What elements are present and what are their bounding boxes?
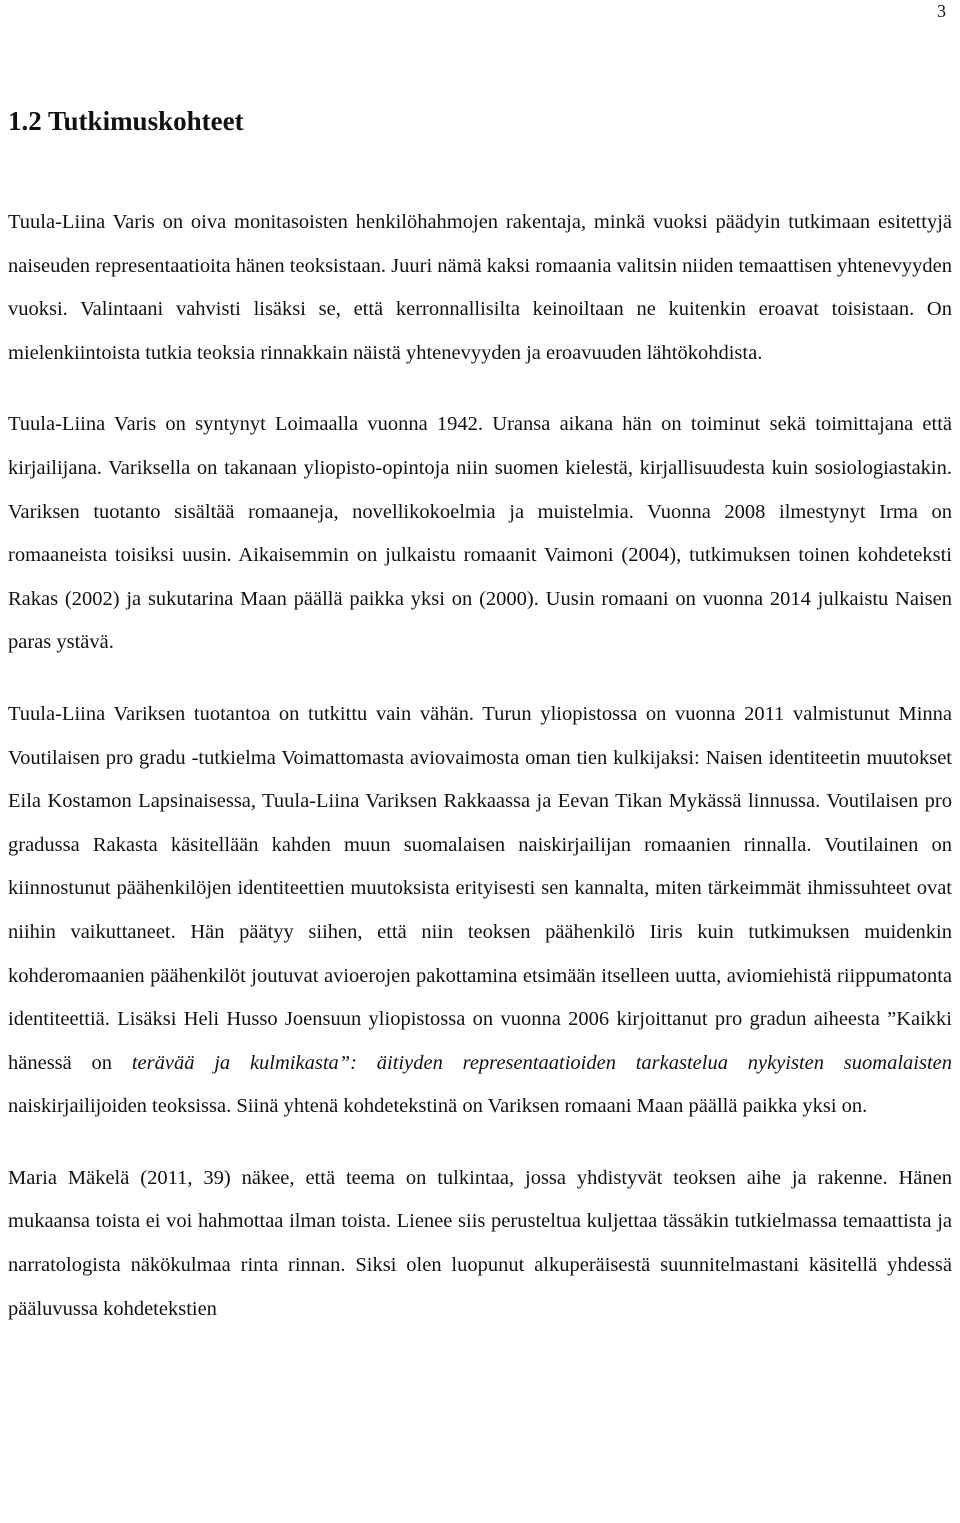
- previous-research-text-2: naiskirjailijoiden teoksissa. Siinä yhtenä kohdetekstinä on Variksen romaani Maan päällä paikka yksi on.: [8, 1095, 868, 1118]
- page-number: 3: [937, 1, 946, 21]
- paragraph-previous-research: [8, 693, 952, 1129]
- previous-research-text-1: Tuula-Liina Variksen tuotantoa on tutkittu vain vähän. Turun yliopistossa on vuonna 2011 valmistunut Minna Voutilaisen pro gradu -tutkielma Voimattomasta aviovaimosta oman tien kulkijaksi: Naisen identiteetin muutokset Eila Kostamon Lapsinaisessa, Tuula-Liina Variksen Rakkaassa ja Eevan Tikan Mykässä linnussa. Voutilaisen pro gradussa Rakasta käsitellään kahden muun suomalaisen naiskirjailijan romaanien rinnalla. Voutilainen on kiinnostunut päähenkilöjen identiteettien muutoksista erityisesti sen kannalta, miten tärkeimmät ihmissuhteet ovat niihin vaikuttaneet. Hän päätyy siihen, että niin teoksen päähenkilö Iiris kuin tutkimuksen muidenkin kohderomaanien päähenkilöt joutuvat avioerojen pakottamina etsimään itselleen uutta, aviomiehistä riippumatonta identiteettiä. Lisäksi Heli Husso Joensuun yliopistossa on vuonna 2006 kirjoittanut pro gradun aiheesta ”Kaikki hänessä on: [8, 702, 952, 1074]
- paragraph-selection-rationale: Tuula-Liina Varis on oiva monitasoisten henkilöhahmojen rakentaja, minkä vuoksi päädyin tutkimaan esitettyjä naiseuden representaatioita hänen teoksistaan. Juuri nämä kaksi romaania valitsin niiden temaattisen yhtenevyyden vuoksi. Valintaani vahvisti lisäksi se, että kerronnallisilta keinoiltaan ne kuitenkin eroavat toisistaan. On mielenkiintoista tutkia teoksia rinnakkain näistä yhtenevyyden ja eroavuuden lähtökohdista.: [8, 211, 952, 364]
- section-heading: 1.2 Tutkimuskohteet: [8, 106, 244, 136]
- thesis-title-italic: terävää ja kulmikasta”: äitiyden representaatioiden tarkastelua nykyisten suomalaisten: [131, 1051, 952, 1074]
- paragraph-theme-methodology: Maria Mäkelä (2011, 39) näkee, että teema on tulkintaa, jossa yhdistyvät teoksen aihe ja rakenne. Hänen mukaansa toista ei voi hahmottaa ilman toista. Lienee siis perusteltua kuljettaa tässäkin tutkielmassa temaattista ja narratologista näkökulmaa rinta rinnan. Siksi olen luopunut alkuperäisestä suunnitelmastani käsitellä yhdessä pääluvussa kohdetekstien: [8, 1166, 952, 1320]
- document-body: [8, 201, 952, 1331]
- paragraph-author-biography: Tuula-Liina Varis on syntynyt Loimaalla vuonna 1942. Uransa aikana hän on toiminut sekä toimittajana että kirjailijana. Variksella on takanaan yliopisto-opintoja niin suomen kielestä, kirjallisuudesta kuin sosiologiastakin. Variksen tuotanto sisältää romaaneja, novellikokoelmia ja muistelmia. Vuonna 2008 ilmestynyt Irma on romaaneista toisiksi uusin. Aikaisemmin on julkaistu romaanit Vaimoni (2004), tutkimuksen toinen kohdeteksti Rakas (2002) ja sukutarina Maan päällä paikka yksi on (2000). Uusin romaani on vuonna 2014 julkaistu Naisen paras ystävä.: [8, 413, 952, 654]
